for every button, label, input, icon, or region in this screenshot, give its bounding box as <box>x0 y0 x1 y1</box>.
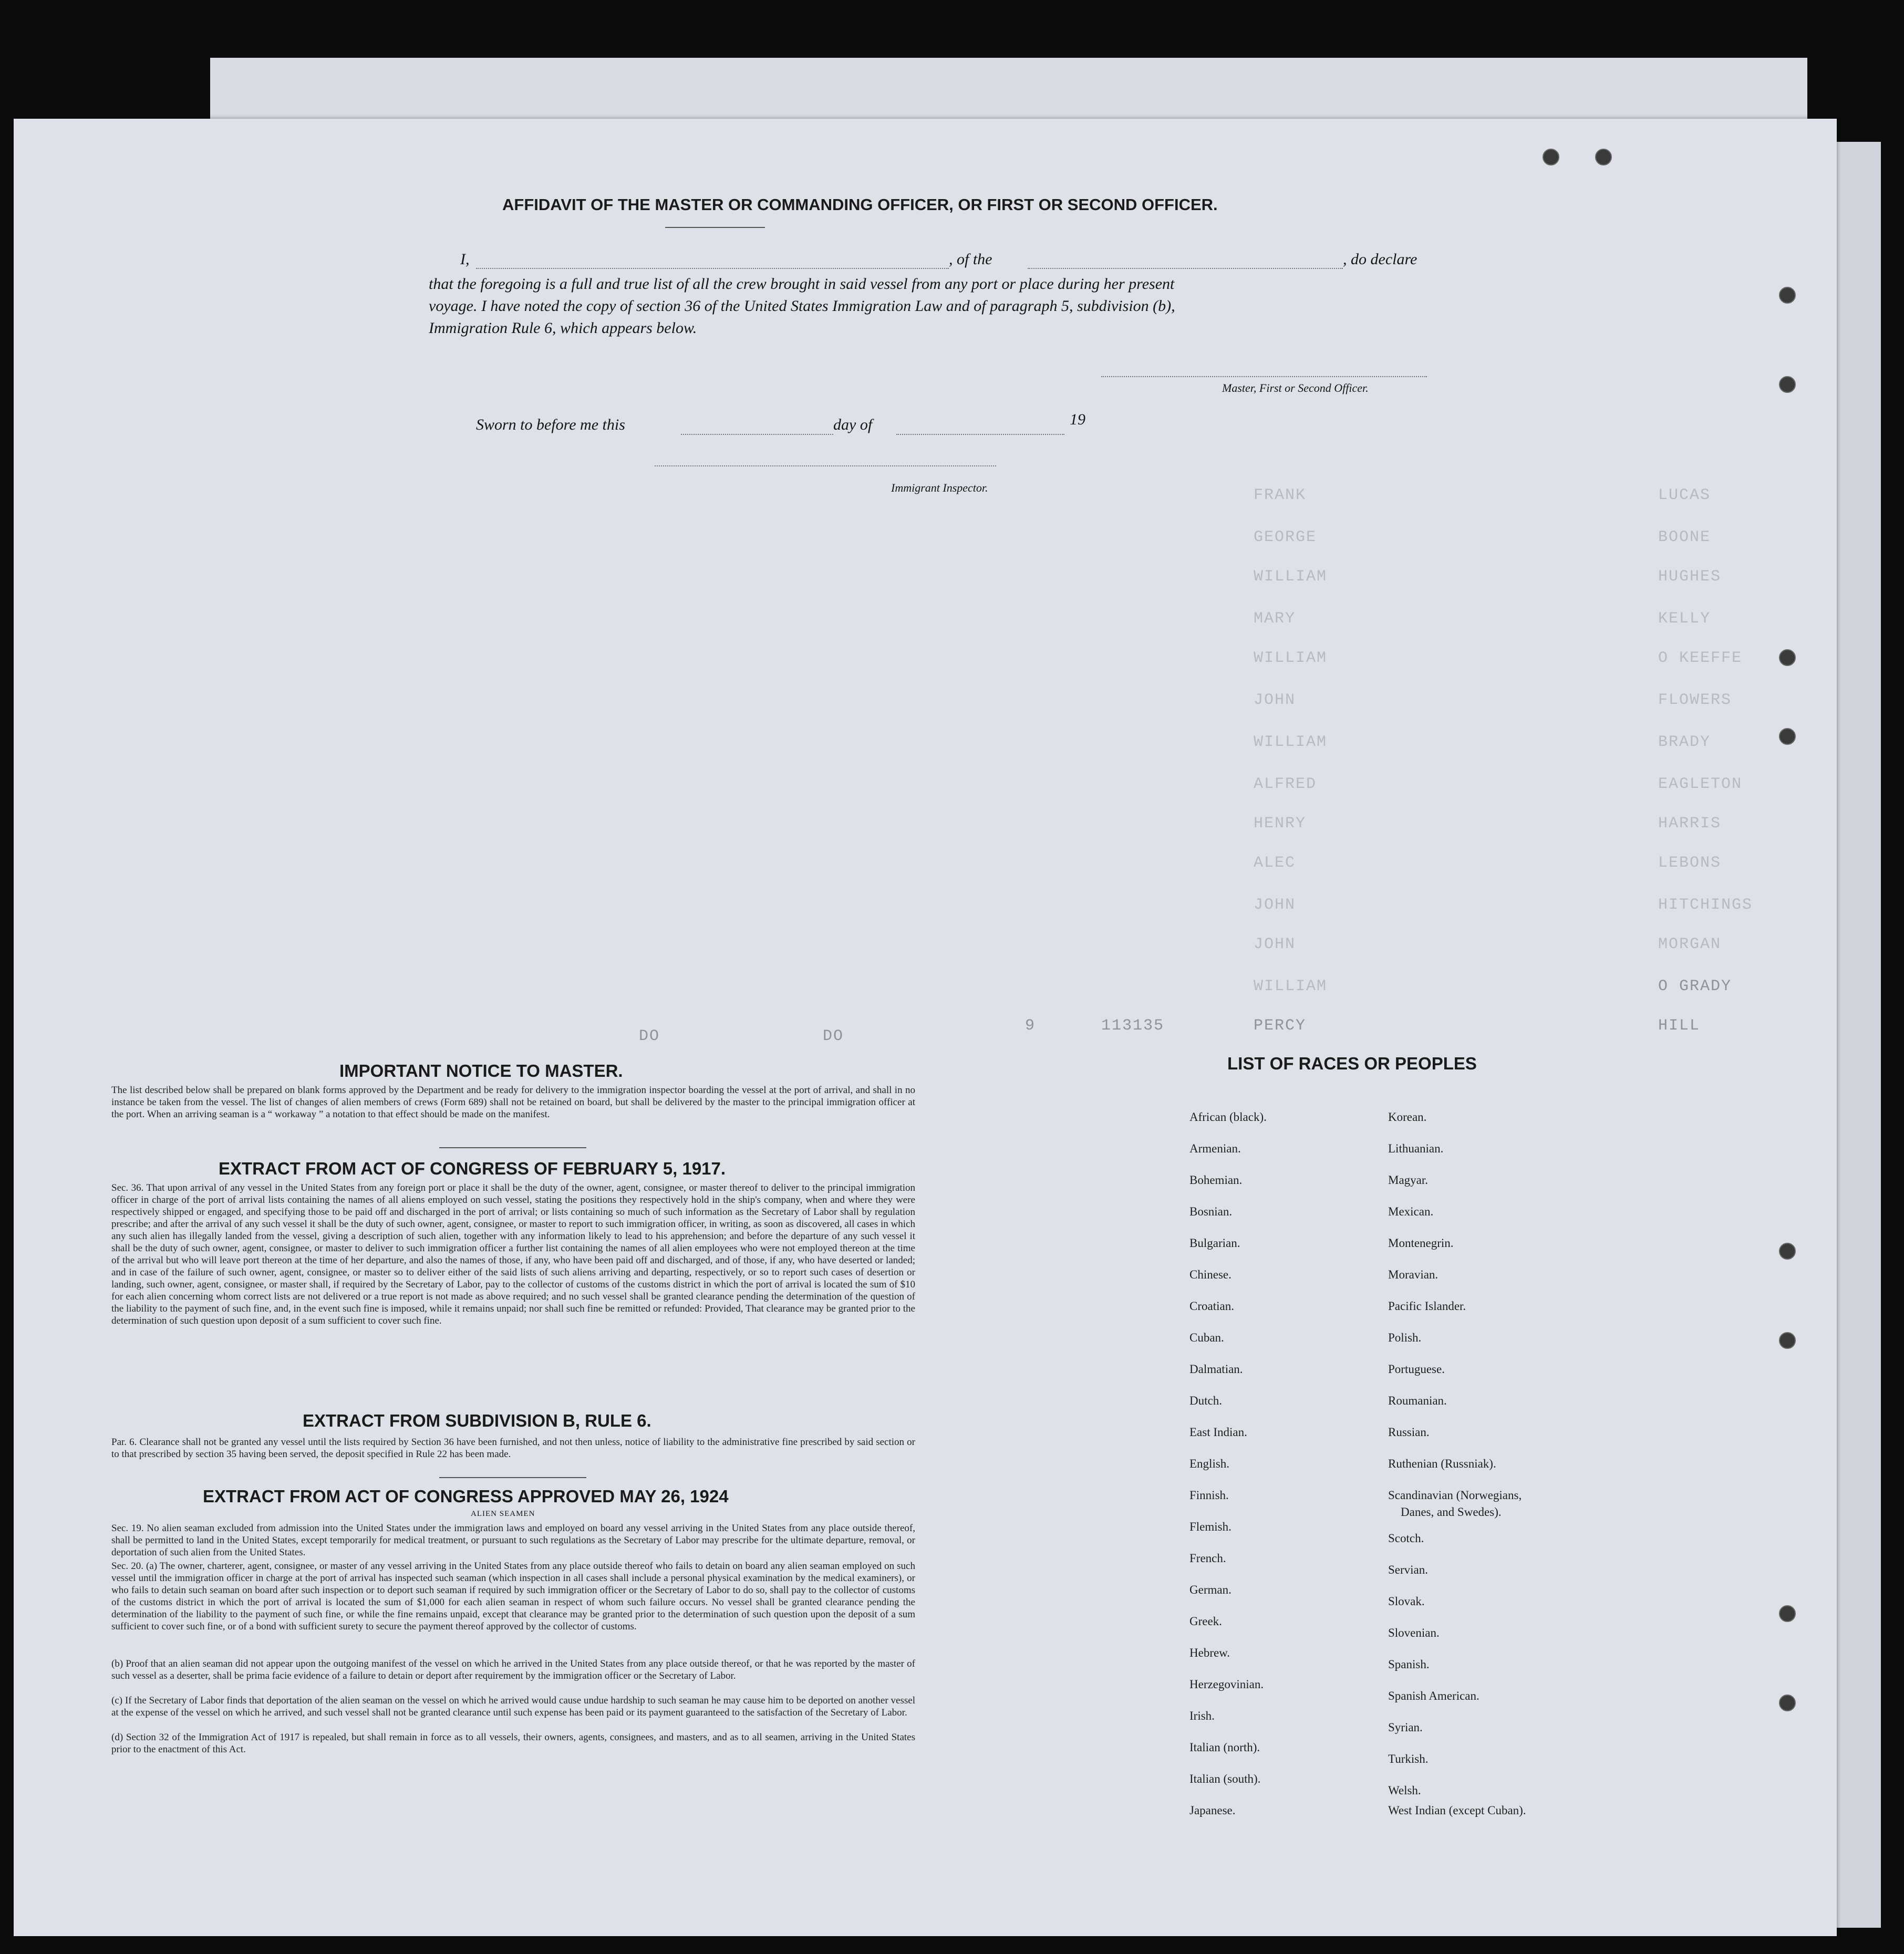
bleed-given: WILLIAM <box>1254 649 1328 667</box>
bleed-given: JOHN <box>1254 691 1296 709</box>
affidavit-line4: Immigration Rule 6, which appears below. <box>429 319 697 337</box>
bleed-column: 9 <box>1025 1017 1036 1035</box>
race-item: Herzegovinian. <box>1189 1678 1264 1691</box>
binder-hole <box>1779 1243 1796 1260</box>
day-blank[interactable] <box>681 434 833 435</box>
name-blank[interactable] <box>476 268 949 269</box>
bleed-surname: FLOWERS <box>1658 691 1732 709</box>
race-item: Syrian. <box>1388 1721 1423 1734</box>
bleed-surname: LEBONS <box>1658 854 1722 872</box>
bleed-given: PERCY <box>1254 1017 1307 1035</box>
bleed-given: FRANK <box>1254 486 1307 504</box>
bleed-ditto: DO <box>639 1027 660 1045</box>
bleed-surname: O KEEFFE <box>1658 649 1743 667</box>
race-item: Welsh. <box>1388 1784 1421 1797</box>
bleed-given: JOHN <box>1254 896 1296 914</box>
race-item: Croatian. <box>1189 1300 1234 1313</box>
bleed-surname: KELLY <box>1658 610 1711 628</box>
manifest-page <box>14 119 1837 1936</box>
extract-1924-subtitle: ALIEN SEAMEN <box>471 1510 535 1518</box>
race-item: Chinese. <box>1189 1268 1232 1281</box>
race-item: Slovak. <box>1388 1595 1425 1608</box>
race-item: Slovenian. <box>1388 1626 1440 1639</box>
sec20b-text: (b) Proof that an alien seaman did not appear upon the outgoing manifest of the vessel on which he arrived in the United States from any place outside thereof, or that he was reported by the master of such vessel as a deserter, shall be prima facie evidence of a failure to detain or deport after requirement by the immigration officer or the Secretary of Labor. <box>111 1658 915 1681</box>
race-item: Danes, and Swedes). <box>1401 1505 1502 1519</box>
race-item: Lithuanian. <box>1388 1142 1444 1155</box>
extract-1917-title: EXTRACT FROM ACT OF CONGRESS OF FEBRUARY 5, 1917. <box>219 1159 726 1178</box>
race-item: African (black). <box>1189 1110 1267 1124</box>
race-item: Armenian. <box>1189 1142 1241 1155</box>
bleed-surname: HILL <box>1658 1017 1701 1035</box>
bleed-given: JOHN <box>1254 936 1296 953</box>
race-item: English. <box>1189 1457 1230 1470</box>
rule6-title: EXTRACT FROM SUBDIVISION B, RULE 6. <box>303 1411 651 1430</box>
race-item: Servian. <box>1388 1563 1429 1576</box>
race-item: East Indian. <box>1189 1426 1247 1439</box>
bleed-surname: BOONE <box>1658 528 1711 546</box>
bleed-given: WILLIAM <box>1254 733 1328 751</box>
race-item: Montenegrin. <box>1388 1236 1454 1250</box>
race-item: Flemish. <box>1189 1520 1232 1533</box>
race-item: Korean. <box>1388 1110 1427 1124</box>
race-item: Greek. <box>1189 1615 1222 1628</box>
bleed-surname: EAGLETON <box>1658 775 1743 793</box>
affidavit-i: I, <box>460 251 470 268</box>
race-item: Italian (south). <box>1189 1772 1261 1785</box>
races-title: LIST OF RACES OR PEOPLES <box>1227 1054 1477 1073</box>
sec20c-text: (c) If the Secretary of Labor finds that deportation of the alien seaman on the vessel on which he arrived would cause undue hardship to such seaman he may cause him to be deported on another vessel at the expense of the vessel on which he arrived, and such vessel shall not be granted clearance until such expense has been paid or its payment guaranteed to the satisfaction of the Secretary of Labor. <box>111 1695 915 1718</box>
race-item: Dutch. <box>1189 1394 1222 1407</box>
affidavit-line3: voyage. I have noted the copy of section 36 of the United States Immigration Law and of paragraph 5, subdivision (b), <box>429 297 1175 315</box>
bleed-surname: MORGAN <box>1658 936 1722 953</box>
master-label: Master, First or Second Officer. <box>1222 381 1369 394</box>
binder-hole <box>1779 1605 1796 1622</box>
sec20d-text: (d) Section 32 of the Immigration Act of 1917 is repealed, but shall remain in force as to all vessels, their owners, agents, consignees, and masters, and as to all seamen, arriving in the United States prior to the enactment of this Act. <box>111 1732 915 1755</box>
race-item: Hebrew. <box>1189 1646 1230 1659</box>
notice-rule <box>439 1147 586 1148</box>
race-item: Ruthenian (Russniak). <box>1388 1457 1496 1470</box>
month-blank[interactable] <box>896 434 1064 435</box>
affidavit-of-the: , of the <box>949 251 992 268</box>
rule6-rule <box>439 1477 586 1478</box>
race-item: Bulgarian. <box>1189 1236 1240 1250</box>
bleed-given: HENRY <box>1254 815 1307 833</box>
vessel-blank[interactable] <box>1028 268 1343 269</box>
day-of-label: day of <box>833 416 873 433</box>
bleed-given: ALFRED <box>1254 775 1317 793</box>
binder-hole <box>1779 376 1796 393</box>
race-item: Finnish. <box>1189 1489 1229 1502</box>
race-item: Japanese. <box>1189 1804 1236 1817</box>
bleed-given: WILLIAM <box>1254 978 1328 995</box>
bleed-surname: LUCAS <box>1658 486 1711 504</box>
binder-hole <box>1779 287 1796 304</box>
inspector-label: Immigrant Inspector. <box>891 481 988 494</box>
extract-1924-title: EXTRACT FROM ACT OF CONGRESS APPROVED MAY 26, 1924 <box>203 1487 729 1506</box>
affidavit-declare: , do declare <box>1343 251 1417 268</box>
bleed-ditto: DO <box>823 1027 844 1045</box>
binder-hole <box>1779 1332 1796 1349</box>
race-item: Mexican. <box>1388 1205 1434 1218</box>
race-item: Spanish American. <box>1388 1689 1479 1702</box>
affidavit-title: AFFIDAVIT OF THE MASTER OR COMMANDING OFFICER, OR FIRST OR SECOND OFFICER. <box>502 195 1218 214</box>
binder-hole <box>1779 649 1796 666</box>
extract-1917-text: Sec. 36. That upon arrival of any vessel in the United States from any foreign port or place it shall be the duty of the owner, agent, consignee, or master thereof to deliver to the principal immigration officer in charge of the port of arrival lists containing the names of all aliens employed on such vessel, stating the positions they respectively hold in the ship's company, when and where they were respectively shipped or engaged, and specifying those to be paid off and discharged in the port of arrival; or lists containing so much of such information as the Secretary of Labor shall by regulation prescribe; and after the arrival of any such vessel it shall be the duty of such owner, agent, consignee, or master to report to such immigration officer, in writing, as soon as discovered, all cases in which any such alien has illegally landed from the vessel, giving a description of such alien, together with any information likely to lead to his apprehension; and before the departure of any such vessel it shall be the duty of such owner, agent, consignee, or master to deliver to such immigration officer a further list containing the names of all alien employees who were not employed thereon at the time of the arrival but who will leave port thereon at the time of her departure, and also the names of those, if any, who have been paid off and discharged, and of those, if any, who have deserted or landed; and in case of the failure of such owner, agent, consignee, or master so to deliver either of the said lists of such aliens arriving and departing, respectively, or so to report such cases of desertion or landing, such owner, agent, consignee, or master shall, if required by the Secretary of Labor, pay to the collector of customs of the customs district in which the port of arrival is located the sum of $10 for each alien concerning whom correct lists are not delivered or a true report is not made as above required; and no such vessel shall be granted clearance pending the determination of the question of the liability to the payment of such fine, and, in the event such fine is imposed, while it remains unpaid; nor shall such fine be remitted or refunded: Provided, That clearance may be granted prior to the determination of such question upon deposit of a sum sufficient to cover such fine. <box>111 1182 915 1326</box>
race-item: Magyar. <box>1388 1173 1429 1187</box>
race-item: Roumanian. <box>1388 1394 1447 1407</box>
race-item: West Indian (except Cuban). <box>1388 1804 1526 1817</box>
master-signature-line[interactable] <box>1101 376 1427 377</box>
race-item: Polish. <box>1388 1331 1422 1344</box>
bleed-surname: HUGHES <box>1658 568 1722 586</box>
binder-hole <box>1779 728 1796 745</box>
bleed-surname: O GRADY <box>1658 978 1732 995</box>
race-item: Irish. <box>1189 1709 1215 1722</box>
race-item: Dalmatian. <box>1189 1363 1243 1376</box>
title-underline <box>665 227 765 228</box>
bleed-number: 113135 <box>1101 1017 1165 1035</box>
sec20a-text: Sec. 20. (a) The owner, charterer, agent, consignee, or master of any vessel arriving in the United States from any place outside thereof who fails to detain on board any alien seaman employed on such vessel until the immigration officer in charge at the port of arrival has inspected such seaman (which inspection in all cases shall include a personal physical examination by the medical examiners), or who fails to detain such seaman on board after such inspection or to deport such seaman if required by such immigration officer or the Secretary of Labor to do so, shall pay to the collector of customs of the customs district in which the port of arrival is located the sum of $1,000 for each alien seaman in respect of whom such failure occurs. No vessel shall be granted clearance pending the determination of the liability to the payment of such fine, or while the fine remains unpaid, except that clearance may be granted prior to the determination of such question upon the deposit of a sum sufficient to cover such fine, or of a bond with sufficient surety to secure the payment thereof approved by the collector of customs. <box>111 1561 915 1632</box>
binder-hole <box>1543 149 1559 165</box>
race-item: Bosnian. <box>1189 1205 1233 1218</box>
bleed-given: ALEC <box>1254 854 1296 872</box>
inspector-signature-line[interactable] <box>655 465 996 466</box>
race-item: Moravian. <box>1388 1268 1439 1281</box>
race-item: Portuguese. <box>1388 1363 1445 1376</box>
affidavit-line2: that the foregoing is a full and true list of all the crew brought in said vessel from any port or place during her present <box>429 275 1175 293</box>
bleed-surname: BRADY <box>1658 733 1711 751</box>
rule6-text: Par. 6. Clearance shall not be granted any vessel until the lists required by Section 36 have been furnished, and not then unless, notice of liability to the administrative fine prescribed by said section or to that prescribed by section 35 having been served, the deposit specified in Rule 22 has been made. <box>111 1437 915 1460</box>
race-item: Pacific Islander. <box>1388 1300 1466 1313</box>
bleed-surname: HITCHINGS <box>1658 896 1753 914</box>
binder-hole <box>1779 1695 1796 1711</box>
sworn-label: Sworn to before me this <box>476 416 625 433</box>
race-item: German. <box>1189 1583 1232 1596</box>
bleed-given: GEORGE <box>1254 528 1317 546</box>
binder-hole <box>1595 149 1612 165</box>
bleed-given: WILLIAM <box>1254 568 1328 586</box>
notice-title: IMPORTANT NOTICE TO MASTER. <box>339 1061 623 1080</box>
race-item: Italian (north). <box>1189 1741 1260 1754</box>
year-prefix: 19 <box>1070 411 1085 428</box>
race-item: Cuban. <box>1189 1331 1224 1344</box>
race-item: Russian. <box>1388 1426 1430 1439</box>
race-item: Scandinavian (Norwegians, <box>1388 1489 1522 1502</box>
notice-text: The list described below shall be prepared on blank forms approved by the Department and be ready for delivery to the immigration inspector boarding the vessel at the port of arrival, and shall in no instance be taken from the vessel. The list of changes of alien members of crews (Form 689) shall not be retained on board, but shall be delivered by the master to the principal immigration officer at the port. When an arriving seaman is a “ workaway ” a notation to that effect should be made on the manifest. <box>111 1085 915 1120</box>
race-item: Bohemian. <box>1189 1173 1243 1187</box>
bleed-surname: HARRIS <box>1658 815 1722 833</box>
race-item: Turkish. <box>1388 1752 1429 1765</box>
race-item: French. <box>1189 1552 1226 1565</box>
race-item: Scotch. <box>1388 1532 1424 1545</box>
bleed-given: MARY <box>1254 610 1296 628</box>
sec19-text: Sec. 19. No alien seaman excluded from admission into the United States under the immigration laws and employed on board any vessel arriving in the United States from any place outside thereof, shall be permitted to land in the United States, except temporarily for medical treatment, or pursuant to such regulations as the Secretary of Labor may prescribe for the ultimate departure, removal, or deportation of such alien from the United States. <box>111 1523 915 1558</box>
race-item: Spanish. <box>1388 1658 1430 1671</box>
